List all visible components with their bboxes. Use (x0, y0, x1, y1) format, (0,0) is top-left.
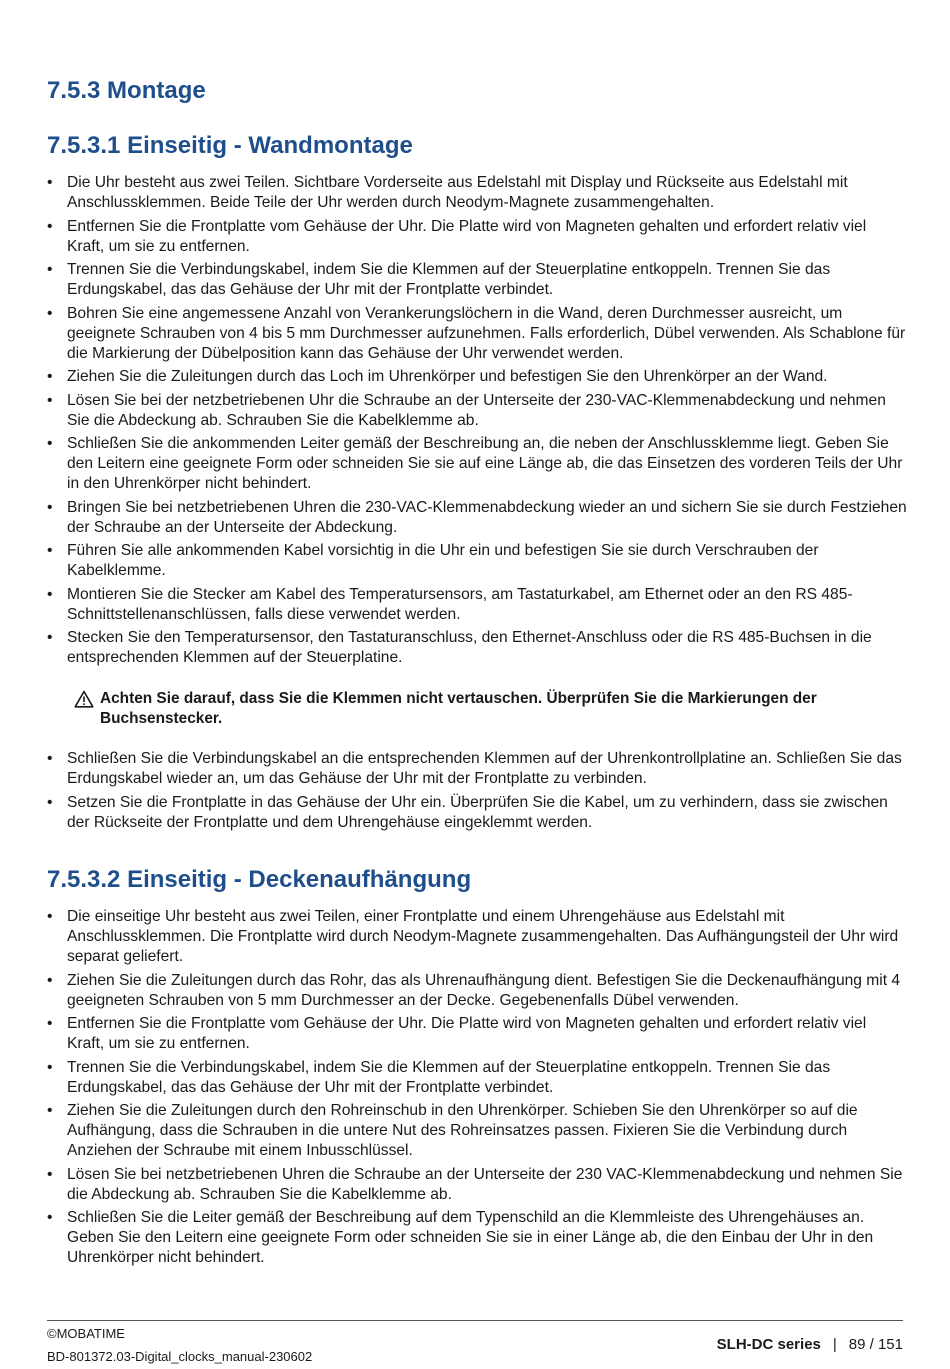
list-item: • Setzen Sie die Frontplatte in das Gehäuse der Uhr ein. Überprüfen Sie die Kabel, um zu verhindern, dass sie zwischen der Rückseite der Frontplatte und dem Uhrengehäuse eingeklemmt werden. (47, 793, 907, 833)
list-item: • Bohren Sie eine angemessene Anzahl von Verankerungslöchern in die Wand, deren Durchmesser ausreicht, um geeignete Schrauben von 4 bis 5 mm Durchmesser aufzunehmen. Falls erforderlich, Dübel verwenden. Als Schablone für die Markierung der Dübelposition kann das Gehäuse der Uhr verwendet werden. (47, 304, 907, 364)
warning-note (74, 689, 874, 729)
wall-mount-steps-after (47, 749, 907, 836)
footer-series: SLH-DC series (716, 1336, 821, 1353)
warning-text: Achten Sie darauf, dass Sie die Klemmen nicht vertauschen. Überprüfen Sie die Markierungen der Buchsenstecker. (100, 690, 817, 727)
list-item: • Schließen Sie die Leiter gemäß der Beschreibung auf dem Typenschild an die Klemmleiste des Uhrengehäuses an. Geben Sie den Leitern eine geeignete Form oder schneiden Sie sie in einer Länge ab, die den Einbau der Uhr in den Uhrenkörper nicht behindert. (47, 1208, 907, 1268)
footer-separator: | (832, 1336, 837, 1353)
list-item: • Entfernen Sie die Frontplatte vom Gehäuse der Uhr. Die Platte wird von Magneten gehalten und erfordert relativ viel Kraft, um sie zu entfernen. (47, 1014, 907, 1054)
list-item: • Ziehen Sie die Zuleitungen durch das Loch im Uhrenkörper und befestigen Sie den Uhrenkörper an der Wand. (47, 367, 907, 387)
list-item: • Die Uhr besteht aus zwei Teilen. Sichtbare Vorderseite aus Edelstahl mit Display und Rückseite aus Edelstahl mit Anschlussklemmen. Beide Teile der Uhr werden durch Neodym-Magnete zusammengehalten. (47, 173, 907, 213)
list-item: • Montieren Sie die Stecker am Kabel des Temperatursensors, am Tastaturkabel, am Ethernet oder an den RS 485-Schnittstellenanschlüssen, falls diese verwendet werden. (47, 585, 907, 625)
wall-mount-title: 7.5.3.1 Einseitig - Wandmontage (47, 132, 413, 159)
list-item: • Führen Sie alle ankommenden Kabel vorsichtig in die Uhr ein und befestigen Sie sie durch Verschrauben der Kabelklemme. (47, 541, 907, 581)
list-item: • Lösen Sie bei der netzbetriebenen Uhr die Schraube an der Unterseite der 230-VAC-Klemmenabdeckung und nehmen Sie die Abdeckung ab. Schrauben Sie die Kabelklemme ab. (47, 391, 907, 431)
list-item: • Trennen Sie die Verbindungskabel, indem Sie die Klemmen auf der Steuerplatine entkoppeln. Trennen Sie das Erdungskabel, das das Gehäuse der Uhr mit der Frontplatte verbindet. (47, 1058, 907, 1098)
list-item: • Schließen Sie die Verbindungskabel an die entsprechenden Klemmen auf der Uhrenkontrollplatine an. Schließen Sie das Erdungskabel wieder an, um das Gehäuse der Uhr mit der Frontplatte zu verbinden. (47, 749, 907, 789)
footer-doc-id: BD-801372.03-Digital_clocks_manual-230602 (47, 1349, 313, 1364)
footer-copyright: ©MOBATIME (47, 1326, 125, 1341)
list-item: • Entfernen Sie die Frontplatte vom Gehäuse der Uhr. Die Platte wird von Magneten gehalten und erfordert relativ viel Kraft, um sie zu entfernen. (47, 217, 907, 257)
footer-page-info (717, 1336, 903, 1353)
list-item: • Ziehen Sie die Zuleitungen durch das Rohr, das als Uhrenaufhängung dient. Befestigen Sie die Deckenaufhängung mit 4 geeigneten Schrauben von 5 mm Durchmesser an der Decke. Gegebenenfalls Dübel verwenden. (47, 971, 907, 1011)
list-item: • Trennen Sie die Verbindungskabel, indem Sie die Klemmen auf der Steuerplatine entkoppeln. Trennen Sie das Erdungskabel, das das Gehäuse der Uhr mit der Frontplatte verbindet. (47, 260, 907, 300)
ceiling-mount-steps (47, 907, 907, 1272)
list-item: • Lösen Sie bei netzbetriebenen Uhren die Schraube an der Unterseite der 230 VAC-Klemmenabdeckung und nehmen Sie die Abdeckung ab. Schrauben Sie die Kabelklemme ab. (47, 1165, 907, 1205)
list-item: • Bringen Sie bei netzbetriebenen Uhren die 230-VAC-Klemmenabdeckung wieder an und sichern Sie sie durch Festziehen der Schraube an der Unterseite der Abdeckung. (47, 498, 907, 538)
page-number: 89 / 151 (848, 1336, 903, 1353)
ceiling-mount-title: 7.5.3.2 Einseitig - Deckenaufhängung (47, 866, 472, 893)
list-item: • Schließen Sie die ankommenden Leiter gemäß der Beschreibung an, die neben der Anschlussklemme liegt. Geben Sie den Leitern eine geeignete Form oder schneiden Sie sie auf eine Länge ab, die das Einsetzen des vorderen Teils der Uhr in den Uhrenkörper nicht behindert. (47, 434, 907, 494)
wall-mount-steps (47, 173, 907, 672)
list-item: • Stecken Sie den Temperatursensor, den Tastaturanschluss, den Ethernet-Anschluss oder die RS 485-Buchsen in die entsprechenden Klemmen auf der Steuerplatine. (47, 628, 907, 668)
footer-divider (47, 1320, 903, 1321)
section-title: 7.5.3 Montage (47, 77, 206, 104)
warning-triangle-icon (74, 690, 94, 708)
list-item: • Die einseitige Uhr besteht aus zwei Teilen, einer Frontplatte und einem Uhrengehäuse aus Edelstahl mit Anschlussklemmen. Die Frontplatte wird durch Neodym-Magnete zusammengehalten. Das Aufhängungsteil der Uhr wird separat geliefert. (47, 907, 907, 967)
list-item: • Ziehen Sie die Zuleitungen durch den Rohreinschub in den Uhrenkörper. Schieben Sie den Uhrenkörper so auf die Aufhängung, dass die Schrauben in die untere Nut des Rohreinsatzes passen. Fixieren Sie die Verbindung durch Anziehen der Schraube mit einem Inbusschlüssel. (47, 1101, 907, 1161)
